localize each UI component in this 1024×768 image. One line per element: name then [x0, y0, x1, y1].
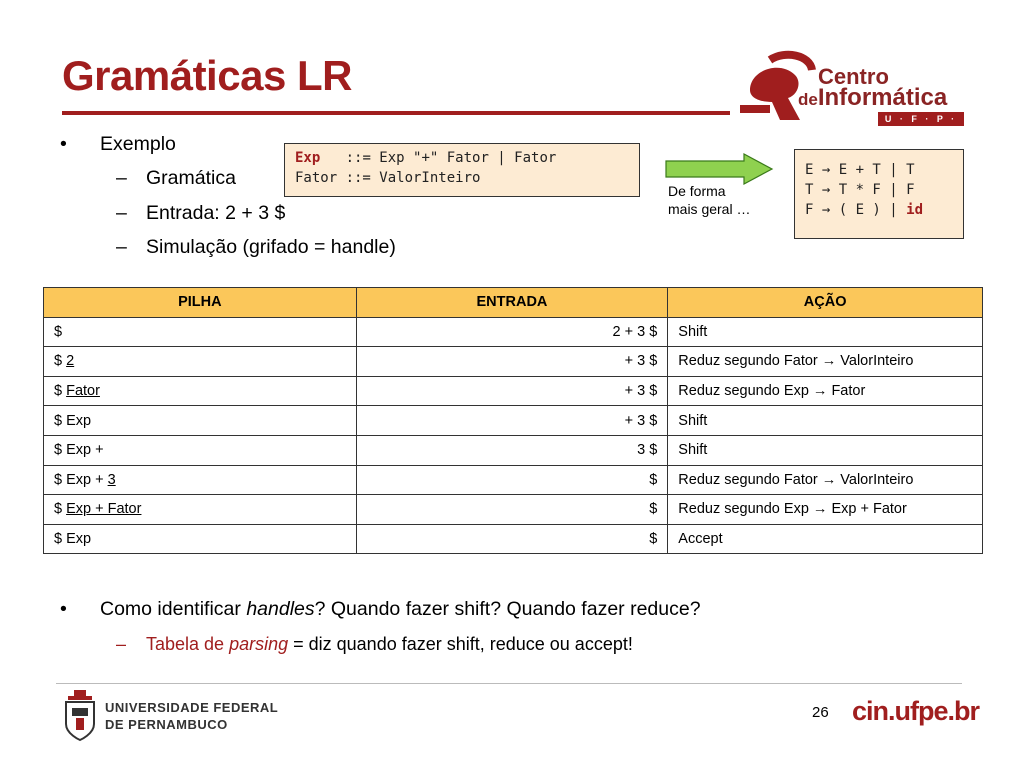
stack-text: $ [54, 501, 67, 518]
logo-text-informatica [798, 84, 947, 112]
sub-red-prefix: Tabela de [146, 634, 230, 654]
q-prefix: Como identificar [100, 598, 247, 620]
logo-ufpe-bar: U · F · P · E [878, 112, 964, 126]
cell-action: Reduz segundo Exp → Fator [668, 376, 983, 406]
code-keyword: Exp [295, 150, 321, 166]
stack-handle: Exp + Fator [66, 501, 142, 518]
cell-input: + 3 $ [356, 347, 668, 377]
ufpe-crest-icon [62, 690, 98, 742]
slide-title: Gramáticas LR [62, 52, 352, 99]
stack-handle: 2 [66, 353, 75, 370]
table-row [44, 465, 983, 495]
cell-input: $ [356, 524, 668, 554]
ufpe-name [105, 699, 278, 733]
cell-action: Reduz segundo Fator → ValorInteiro [668, 347, 983, 377]
q-italic: handles [246, 598, 315, 620]
cell-input: + 3 $ [356, 376, 668, 406]
bullet-dot-icon: • [60, 598, 67, 620]
cell-stack [44, 495, 357, 525]
cell-input: 2 + 3 $ [356, 317, 668, 347]
arrow-label-line-1: De forma [668, 183, 726, 199]
cell-stack [44, 317, 357, 347]
cell-action: Reduz segundo Exp → Exp + Fator [668, 495, 983, 525]
table-row [44, 495, 983, 525]
q-suffix: ? Quando fazer shift? Quando fazer reduce? [314, 598, 701, 620]
header-acao: AÇÃO [668, 288, 983, 318]
dash-icon: – [116, 167, 127, 189]
table-header-row [44, 288, 983, 318]
simulation-table [43, 287, 983, 554]
table-row [44, 347, 983, 377]
stack-handle: 3 [107, 471, 116, 488]
right-arrow-icon [664, 153, 776, 185]
page-number: 26 [812, 704, 829, 721]
ufpe-name-line-2: DE PERNAMBUCO [105, 717, 228, 732]
cell-action: Shift [668, 406, 983, 436]
sub-bullet-text: Simulação (grifado = handle) [146, 236, 396, 258]
sub-bullet-text [146, 634, 633, 655]
cell-action: Shift [668, 435, 983, 465]
arrow-label [668, 182, 750, 218]
cell-action: Shift [668, 317, 983, 347]
grammar-line-1: E → E + T | T [805, 162, 915, 178]
footer-divider [56, 683, 962, 684]
stack-text: $ Exp [54, 412, 92, 429]
stack-text: $ Exp [54, 531, 92, 548]
table-row [44, 376, 983, 406]
dash-icon: – [116, 202, 127, 224]
logo-text-informatica-main: Informática [817, 84, 948, 111]
stack-handle: Fator [66, 383, 100, 400]
logo-text-de: de [798, 90, 818, 109]
table-row [44, 406, 983, 436]
stack-text: $ [54, 323, 63, 340]
stack-text: $ Exp + [54, 442, 104, 459]
cell-action: Accept [668, 524, 983, 554]
dash-icon: – [116, 236, 127, 258]
arrow-label-line-2: mais geral … [668, 201, 751, 217]
site-link[interactable]: cin.ufpe.br [852, 696, 980, 726]
bullet-text [100, 598, 701, 621]
header-entrada: ENTRADA [356, 288, 668, 318]
table-row [44, 524, 983, 554]
cell-action: Reduz segundo Fator → ValorInteiro [668, 465, 983, 495]
cell-input: $ [356, 495, 668, 525]
ufpe-name-line-1: UNIVERSIDADE FEDERAL [105, 700, 279, 715]
sub-red-italic: parsing [229, 634, 289, 654]
table-row [44, 435, 983, 465]
sub-bullet-text: Gramática [146, 167, 236, 189]
grammar-line-2: T → T * F | F [805, 182, 915, 198]
general-grammar-box [794, 149, 964, 239]
grammar-code-box [284, 143, 640, 197]
stack-text: $ [54, 383, 67, 400]
sub-rest: = diz quando fazer shift, reduce ou accept! [288, 634, 633, 654]
cell-stack [44, 524, 357, 554]
bullet-text: Exemplo [100, 133, 176, 155]
header-pilha: PILHA [44, 288, 357, 318]
cell-input: + 3 $ [356, 406, 668, 436]
cell-input: $ [356, 465, 668, 495]
grammar-id: id [906, 202, 924, 218]
code-line-1 [295, 148, 629, 168]
stack-text: $ [54, 353, 67, 370]
dash-icon: – [116, 634, 127, 654]
cell-stack [44, 376, 357, 406]
cell-stack [44, 465, 357, 495]
cell-stack [44, 435, 357, 465]
cell-input: 3 $ [356, 435, 668, 465]
title-underline [62, 111, 730, 115]
cell-stack [44, 347, 357, 377]
bullet-dot-icon: • [60, 133, 67, 155]
table-row [44, 317, 983, 347]
grammar-line-3 [805, 200, 953, 220]
stack-text: $ Exp + [54, 471, 108, 488]
logo-text-centro: Centro [818, 64, 889, 89]
sub-bullet-text: Entrada: 2 + 3 $ [146, 202, 286, 224]
code-line-2: Fator ::= ValorInteiro [295, 170, 481, 186]
cell-stack [44, 406, 357, 436]
grammar-line-3-prefix: F → ( E ) | [805, 202, 907, 218]
code-line-1-rest: ::= Exp "+" Fator | Fator [320, 150, 557, 166]
